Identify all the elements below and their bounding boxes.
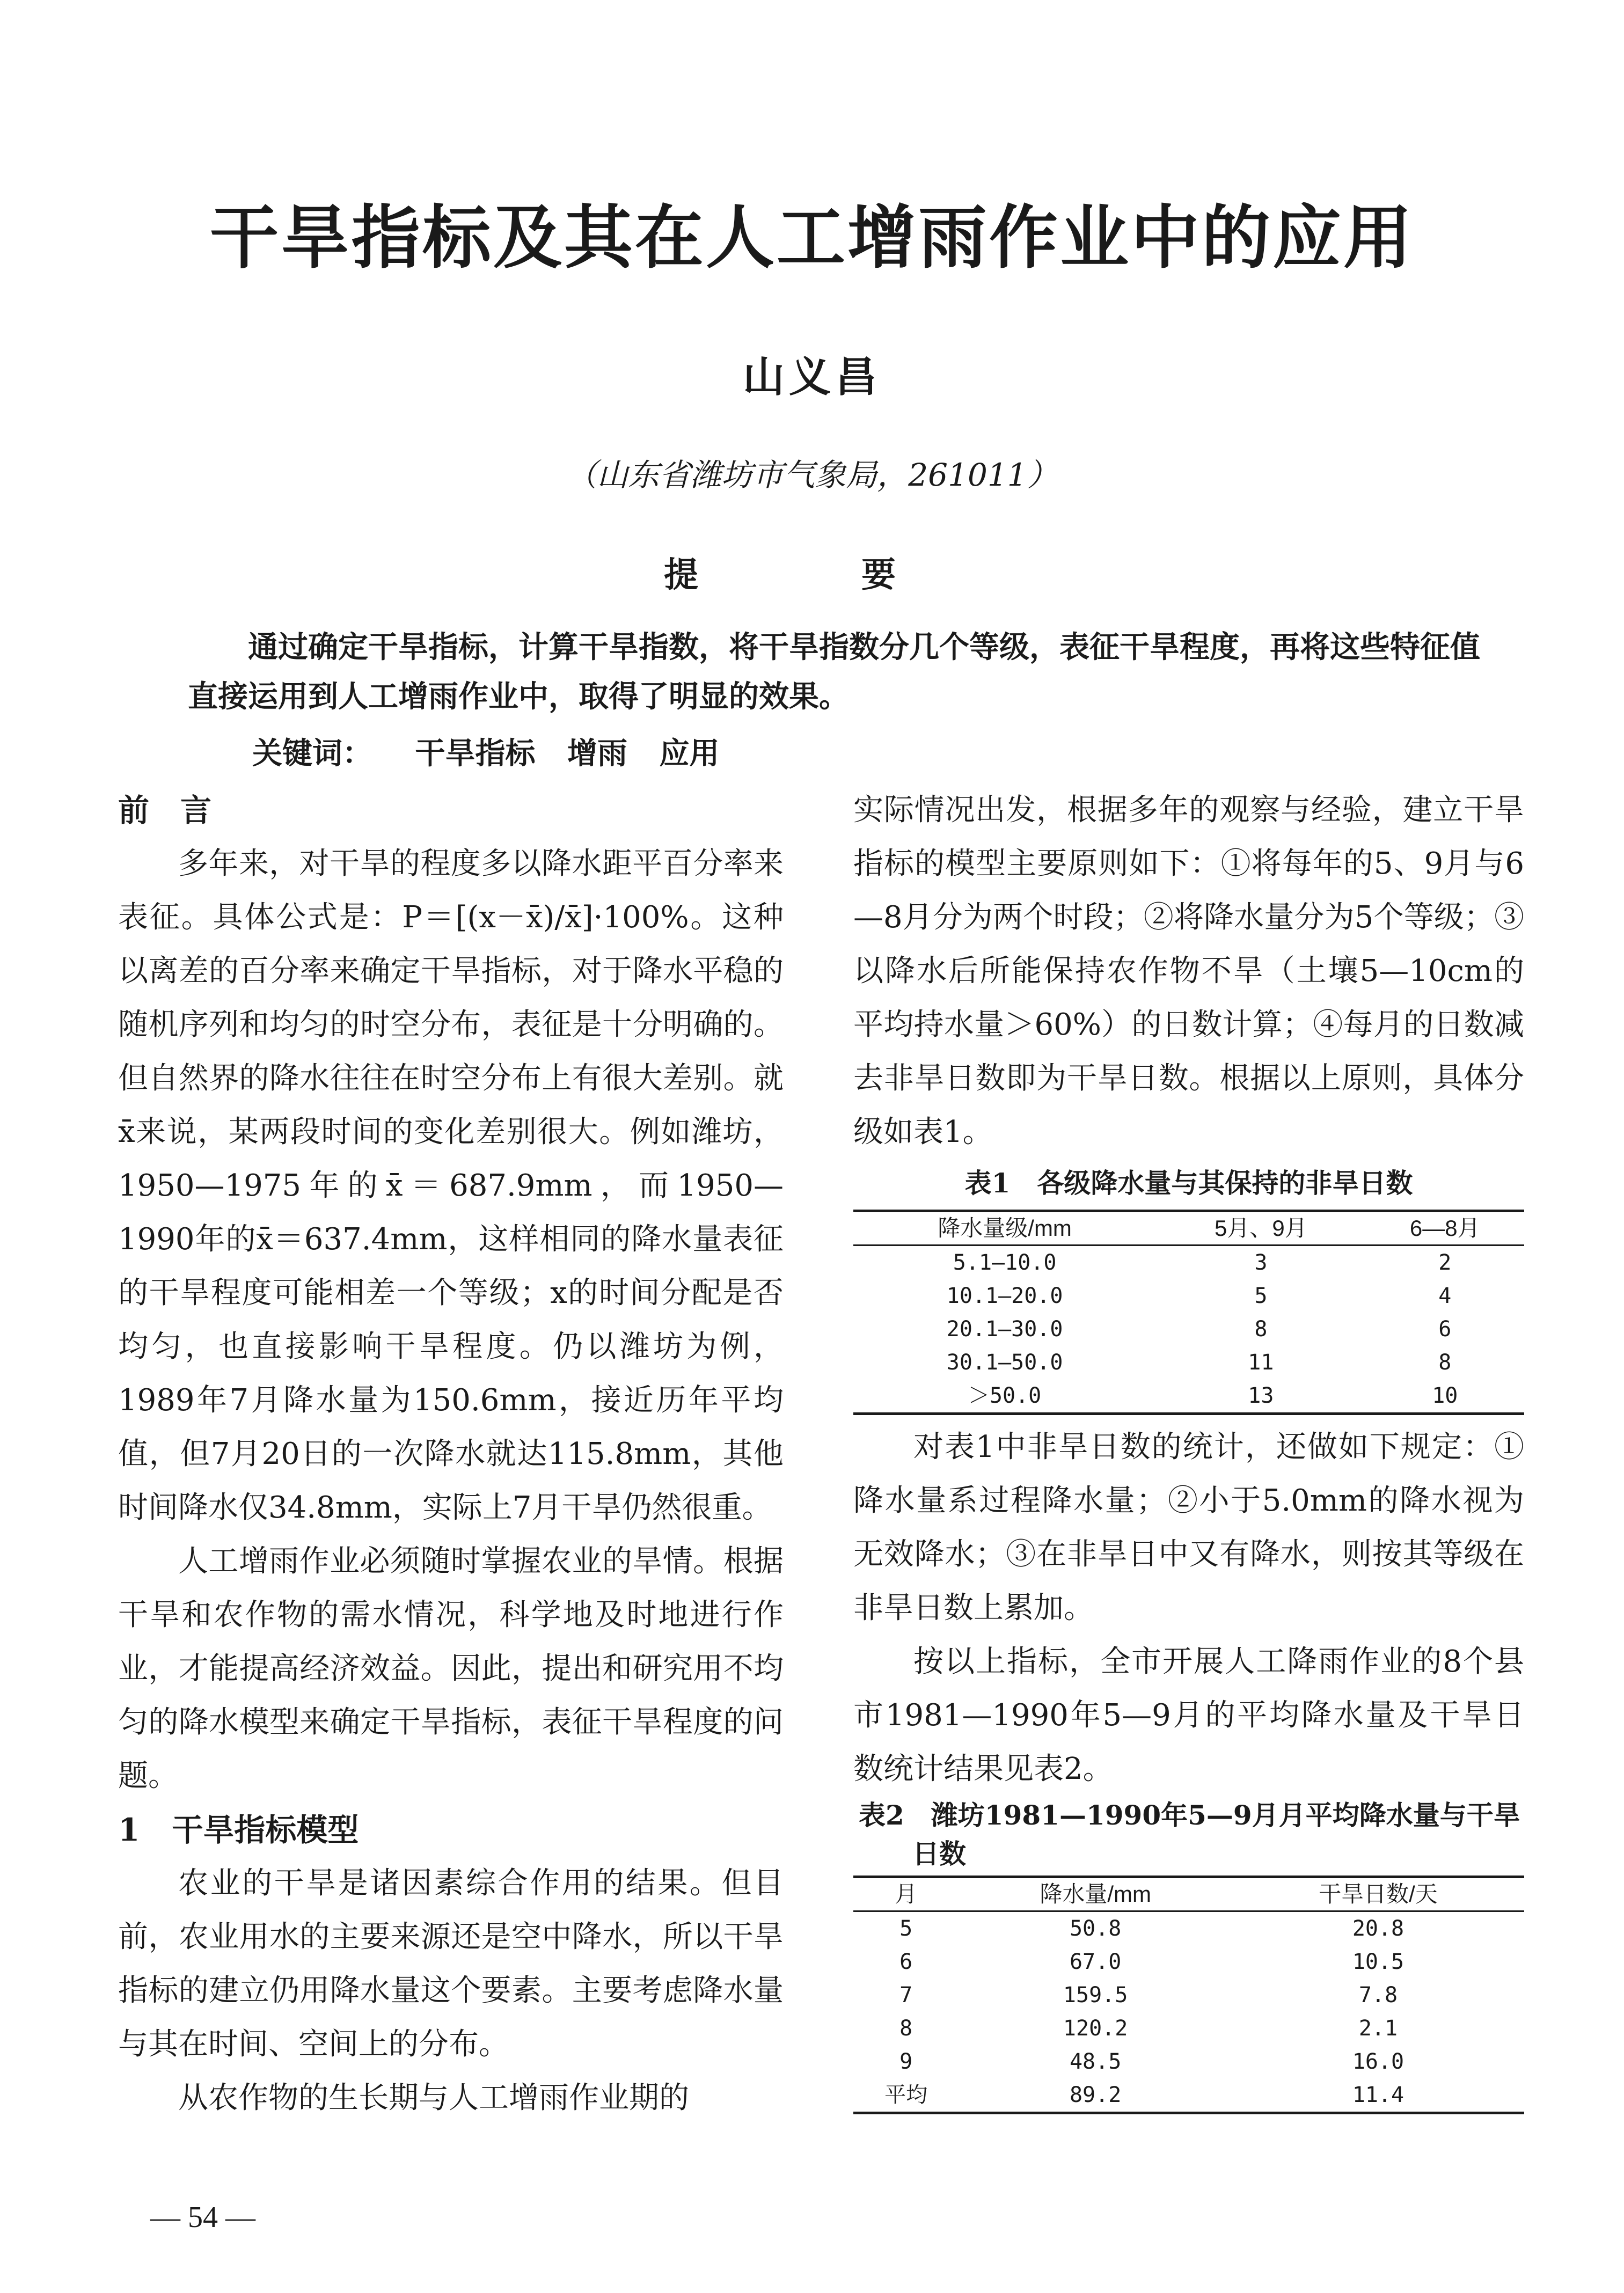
table-header-cell: 月	[853, 1877, 959, 1911]
table-cell: 8	[1438, 1350, 1452, 1375]
right-paragraph-3: 按以上指标，全市开展人工降雨作业的8个县市1981—1990年5—9月的平均降水量及干旱日数统计结果见表2。	[853, 1644, 1524, 1786]
table-row	[853, 2078, 1524, 2113]
table-cell: 10.5	[1352, 1950, 1404, 1974]
page-number: — 54 —	[150, 2201, 255, 2234]
table-cell: 4	[1438, 1284, 1452, 1308]
section-1-heading	[118, 1803, 784, 1857]
table-row	[853, 1279, 1524, 1313]
table-header-row	[853, 1211, 1524, 1246]
table-cell: 6	[1438, 1317, 1452, 1342]
table-cell: 11	[1248, 1350, 1274, 1375]
table-1	[853, 1210, 1524, 1415]
section-1-number: 1	[118, 1812, 140, 1848]
table-cell: 67.0	[1069, 1950, 1122, 1974]
table-row	[853, 1979, 1524, 2012]
table-row	[853, 1945, 1524, 1979]
table-1-caption: 表1 各级降水量与其保持的非旱日数	[964, 1167, 1413, 1199]
table-row	[853, 1246, 1524, 1280]
paper-title: 干旱指标及其在人工增雨作业中的应用	[209, 197, 1414, 278]
abstract-text: 通过确定干旱指标，计算干旱指数，将干旱指数分几个等级，表征干旱程度，再将这些特征值直接运用到人工增雨作业中，取得了明显的效果。	[188, 629, 1480, 714]
keyword-item: 增雨	[567, 736, 627, 771]
left-column	[118, 783, 784, 2125]
table-header-cell: 降水量级/mm	[853, 1211, 1156, 1246]
table-cell: 9	[899, 2049, 913, 2074]
section-1-paragraph-2: 从农作物的生长期与人工增雨作业期的	[178, 2080, 689, 2115]
table-cell: 30.1—50.0	[946, 1350, 1063, 1375]
table-header-cell: 干旱日数/天	[1232, 1877, 1524, 1911]
table-cell: 5.1—10.0	[953, 1250, 1057, 1275]
table-cell: 89.2	[959, 2078, 1232, 2113]
table-cell: 3	[1254, 1250, 1268, 1275]
preface-paragraph-1: 多年来，对干旱的程度多以降水距平百分率来表征。具体公式是：P＝[(x－x̄)/x̄]·100%。这种以离差的百分率来确定干旱指标，对于降水平稳的随机序列和均匀的时空分布，表征是十分明确的。但自然界的降水往往在时空分布上有很大差别。就x̄来说，某两段时间的变化差别很大。例如潍坊，1950—1975年的x̄＝687.9mm，而1950—1990年的x̄＝637.4mm，这样相同的降水量表征的干旱程度可能相差一个等级；x的时间分配是否均匀，也直接影响干旱程度。仍以潍坊为例，1989年7月降水量为150.6mm，接近历年平均值，但7月20日的一次降水就达115.8mm，其他时间降水仅34.8mm，实际上7月干旱仍然很重。	[118, 846, 784, 1525]
keyword-item: 干旱指标	[415, 736, 536, 771]
abstract-heading: 提 要	[664, 555, 960, 595]
table-cell: 48.5	[1069, 2049, 1122, 2074]
table-2	[853, 1876, 1524, 2114]
table-cell: 7.8	[1358, 1983, 1398, 2008]
table-cell: 6	[899, 1950, 913, 1974]
table-row	[853, 1313, 1524, 1346]
table-header-cell: 降水量/mm	[959, 1877, 1232, 1911]
table-cell: 5	[1254, 1284, 1268, 1308]
keyword-item: 应用	[659, 736, 720, 771]
keywords-line	[252, 730, 1326, 773]
right-paragraph-2: 对表1中非旱日数的统计，还做如下规定：①降水量系过程降水量；②小于5.0mm的降水视为无效降水；③在非旱日中又有降水，则按其等级在非旱日数上累加。	[853, 1430, 1524, 1625]
table-cell: 159.5	[1063, 1983, 1128, 2008]
table-cell: 16.0	[1352, 2049, 1404, 2074]
table-cell: 5	[899, 1916, 913, 1941]
table-cell: 120.2	[1063, 2016, 1128, 2041]
right-column	[853, 783, 1524, 2120]
table-cell: 2	[1438, 1250, 1452, 1275]
table-cell: 10.1—20.0	[946, 1284, 1063, 1308]
table-header-row	[853, 1877, 1524, 1911]
table-cell: 13	[1156, 1379, 1365, 1414]
table-header-cell: 6—8月	[1366, 1211, 1524, 1246]
table-cell: 10	[1366, 1379, 1524, 1414]
section-1-paragraph-1: 农业的干旱是诸因素综合作用的结果。但目前，农业用水的主要来源还是空中降水，所以干旱指标的建立仍用降水量这个要素。主要考虑降水量与其在时间、空间上的分布。	[118, 1866, 784, 2062]
table-cell: 8	[899, 2016, 913, 2041]
table-cell: 20.1—30.0	[946, 1317, 1063, 1342]
table-row	[853, 2045, 1524, 2078]
table-cell: 7	[899, 1983, 913, 2008]
table-header-cell: 5月、9月	[1156, 1211, 1365, 1246]
right-paragraph-1: 实际情况出发，根据多年的观察与经验，建立干旱指标的模型主要原则如下：①将每年的5、9月与6—8月分为两个时段；②将降水量分为5个等级；③以降水后所能保持农作物不旱（土壤5—10cm的平均持水量＞60%）的日数计算；④每月的日数减去非旱日数即为干旱日数。根据以上原则，具体分级如表1。	[853, 793, 1524, 1149]
table-row	[853, 1379, 1524, 1414]
author-affiliation: （山东省潍坊市气象局，261011）	[566, 457, 1058, 493]
table-cell: 20.8	[1352, 1916, 1404, 1941]
table-cell: 11.4	[1232, 2078, 1524, 2113]
table-cell: 50.8	[1069, 1916, 1122, 1941]
preface-paragraph-2: 人工增雨作业必须随时掌握农业的旱情。根据干旱和农作物的需水情况，科学地及时地进行作业，才能提高经济效益。因此，提出和研究用不均匀的降水模型来确定干旱指标，表征干旱程度的问题。	[118, 1544, 784, 1793]
table-cell: 8	[1254, 1317, 1268, 1342]
table-cell: ＞50.0	[853, 1379, 1156, 1414]
preface-heading: 前 言	[118, 792, 212, 829]
table-row	[853, 1346, 1524, 1379]
table-row	[853, 2012, 1524, 2045]
table-2-caption: 表2 潍坊1981—1990年5—9月月平均降水量与干旱日数	[859, 1799, 1520, 1870]
abstract-block	[188, 622, 1487, 721]
keywords-label: 关键词：	[252, 736, 372, 771]
section-1-title: 干旱指标模型	[172, 1812, 359, 1848]
author-name: 山义昌	[742, 353, 881, 401]
table-cell: 2.1	[1358, 2016, 1398, 2041]
table-cell: 平均	[853, 2078, 959, 2113]
table-row	[853, 1911, 1524, 1946]
